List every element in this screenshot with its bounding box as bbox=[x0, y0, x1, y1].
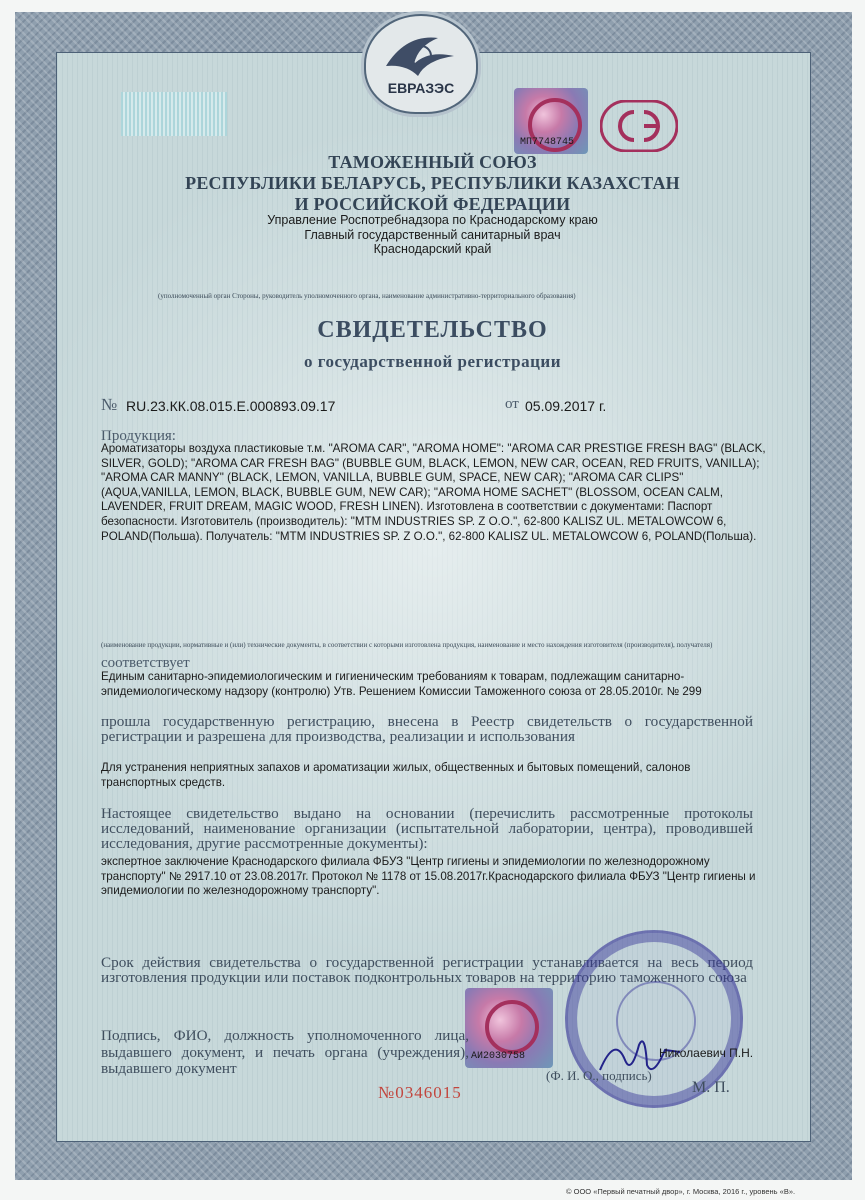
certificate-subtitle: о государственной регистрации bbox=[303, 352, 562, 371]
conformity-mark-icon bbox=[600, 100, 678, 152]
mp-label: М. П. bbox=[692, 1079, 730, 1096]
product-label: Продукция: bbox=[101, 428, 176, 444]
hologram-code-bottom: АИ2030758 bbox=[471, 1051, 526, 1062]
basis-text: экспертное заключение Краснодарского филиала ФБУЗ "Центр гигиены и эпидемиологии по железнодорожному транспорту" № 2917.10 от 23.08.2017г. Протокол № 1178 от 15.08.2017г.Краснодарского филиала ФБУЗ "Центр гигиены и эпидемиологии по железнодорожному транспорту". bbox=[101, 855, 756, 898]
authority-caption: (уполномоченный орган Стороны, руководитель уполномоченного органа, наименование административно-территориального образования) bbox=[158, 292, 576, 300]
number-label: № bbox=[101, 395, 118, 414]
serial-number: №0346015 bbox=[378, 1083, 462, 1102]
validity-text: Срок действия свидетельства о государственной регистрации устанавливается на весь период изготовления продукции или поставок подконтрольных товаров на территорию таможенного союза bbox=[101, 954, 753, 987]
printer-footer: © ООО «Первый печатный двор», г. Москва, 2016 г., уровень «В». bbox=[566, 1187, 796, 1196]
registration-label: прошла государственную регистрацию, внесена в Реестр свидетельств о государственной регистрации и разрешена для производства, реализации и использования bbox=[101, 713, 753, 746]
date-label: от bbox=[505, 396, 519, 412]
signature-label: Подпись, ФИО, должность уполномоченного лица, выдавшего документ, и печать органа (учреждения), выдавшего документ bbox=[101, 1027, 469, 1077]
authority-line: Управление Роспотребнадзора по Краснодарскому краю bbox=[267, 213, 598, 227]
emblem-label: ЕВРАЗЭС bbox=[387, 80, 455, 96]
certificate-number: RU.23.КК.08.015.Е.000893.09.17 bbox=[126, 398, 336, 414]
fio-caption: (Ф. И. О., подпись) bbox=[546, 1068, 652, 1083]
signatory-name: Николаевич П.Н. bbox=[659, 1046, 754, 1060]
basis-label: Настоящее свидетельство выдано на основании (перечислить рассмотренные протоколы исследований, наименование организации (испытательной лаборатории, центра), проводившей исследования, другие рассмотренные документы): bbox=[101, 805, 753, 853]
union-title-line: ТАМОЖЕННЫЙ СОЮЗ bbox=[328, 152, 537, 172]
hologram-seal-top bbox=[514, 88, 588, 154]
evrazes-emblem bbox=[364, 14, 478, 114]
certificate-title: СВИДЕТЕЛЬСТВО bbox=[317, 317, 548, 343]
compliance-text: Единым санитарно-эпидемиологическим и гигиеническим требованиям к товарам, подлежащим санитарно-эпидемиологическому надзору (контролю) Утв. Решением Комиссии Таможенного союза от 28.05.2010г. № 299 bbox=[101, 670, 702, 698]
product-caption: (наименование продукции, нормативные и (или) технические документы, в соответствии с которыми изготовлена продукция, наименование и место нахождения изготовителя (производителя), получателя) bbox=[101, 641, 713, 649]
compliance-label: соответствует bbox=[101, 655, 190, 671]
hologram-code-top: МП7748745 bbox=[520, 137, 575, 148]
hologram-strip bbox=[121, 92, 227, 136]
product-description: Ароматизаторы воздуха пластиковые т.м. "AROMA CAR", "AROMA HOME": "AROMA CAR PRESTIGE FRESH BAG" (BLACK, SILVER, GOLD); "AROMA CAR FRESH BAG" (BUBBLE GUM, BLACK, LEMON, NEW CAR, OCEAN, RED FRUITS, VANILLA); "AROMA CAR MANNY" (BLACK, LEMON, VANILLA, BUBBLE GUM, SPACE, NEW CAR); "AROMA CAR CLIPS" (AQUA,VANILLA, LEMON, BLACK, BUBBLE GUM, NEW CAR); "AROMA HOME SACHET" (BLOSSOM, OCEAN CALM, LAVENDER, FRUIT DREAM, MAGIC WOOD, FRESH LINEN). Изготовлена в соответствии с документами: Паспорт безопасности. Изготовитель (производитель): "MTM INDUSTRIES SP. Z O.O.", 62-800 KALISZ UL. METALOWCOW 6, POLAND(Польша). Получатель: "MTM INDUSTRIES SP. Z O.O.", 62-800 KALISZ UL. METALOWCOW 6, POLAND(Польша). bbox=[101, 442, 766, 543]
union-title-line: РЕСПУБЛИКИ БЕЛАРУСЬ, РЕСПУБЛИКИ КАЗАХСТАН bbox=[185, 173, 680, 193]
union-title bbox=[140, 152, 725, 215]
authority-line: Главный государственный санитарный врач bbox=[304, 227, 561, 242]
certification-mark-icon bbox=[485, 1000, 539, 1054]
issuing-authority bbox=[200, 213, 665, 257]
registration-text: Для устранения неприятных запахов и ароматизации жилых, общественных и бытовых помещений, салонов транспортных средств. bbox=[101, 761, 691, 789]
emblem-swirl-icon bbox=[366, 16, 476, 112]
union-title-line: И РОССИЙСКОЙ ФЕДЕРАЦИИ bbox=[294, 194, 571, 214]
hologram-seal-bottom bbox=[465, 988, 553, 1068]
certificate-date: 05.09.2017 г. bbox=[525, 398, 607, 414]
authority-line: Краснодарский край bbox=[373, 242, 492, 257]
